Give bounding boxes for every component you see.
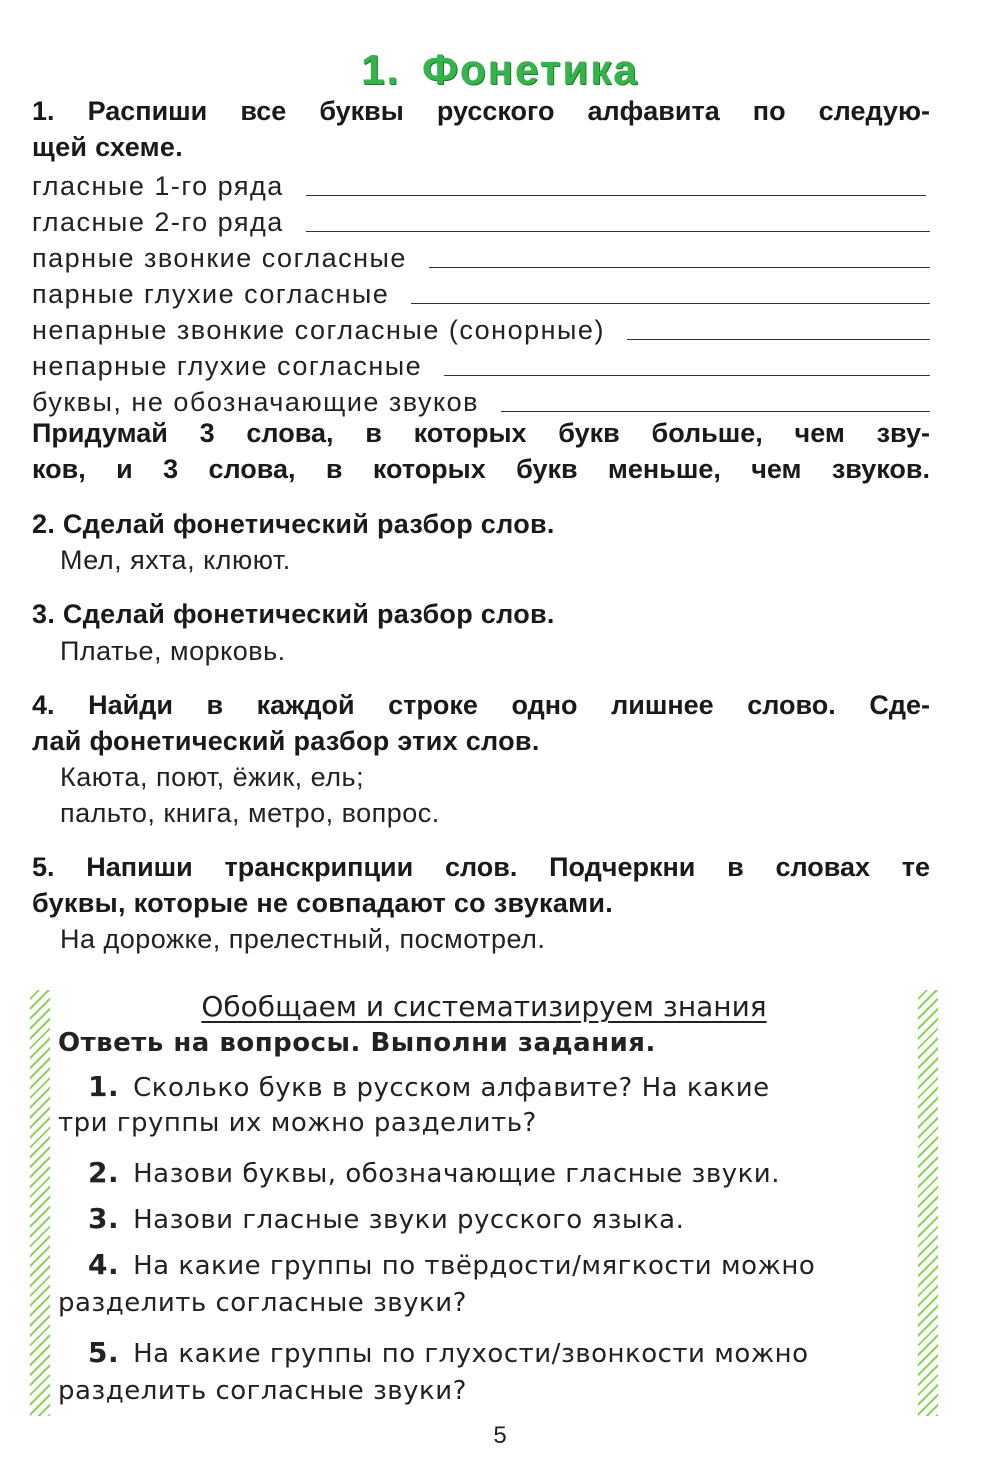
task1-heading-line2: щей схеме.: [32, 132, 184, 162]
hatch-border-right: [918, 990, 938, 1416]
page-number: 5: [493, 1422, 507, 1449]
question-5-line1: 5. На какие группы по глухости/звонкости можно: [88, 1336, 809, 1369]
scheme-label: гласные 1-го ряда: [32, 171, 284, 201]
answer-line[interactable]: [429, 267, 930, 268]
question-4-line2: разделить согласные звуки?: [58, 1288, 467, 1318]
summary-title: Обобщаем и систематизируем знания: [201, 990, 767, 1023]
scheme-row: [32, 346, 930, 382]
task1-extra-line2: ков, и 3 слова, в которых букв меньше, чем звуков.: [32, 454, 930, 484]
section-title: [0, 46, 1000, 94]
task5-words: На дорожке, прелестный, посмотрел.: [60, 924, 546, 954]
scheme-label: парные глухие согласные: [32, 279, 390, 309]
task1-heading-line1: 1. Распиши все буквы русского алфавита по следую-: [32, 96, 930, 126]
task5-heading-line2: буквы, которые не совпадают со звуками.: [32, 888, 614, 918]
hatch-border-left: [30, 990, 50, 1416]
question-1-line1: 1. Сколько букв в русском алфавите? На какие: [88, 1070, 770, 1103]
scheme-label: гласные 2-го ряда: [32, 207, 284, 237]
answer-line[interactable]: [627, 339, 930, 340]
question-2: 2. Назови буквы, обозначающие гласные звуки.: [88, 1156, 780, 1189]
answer-line[interactable]: [306, 231, 930, 232]
scheme-label: непарные глухие согласные: [32, 351, 423, 381]
answer-line[interactable]: [501, 411, 930, 412]
scheme-label: буквы, не обозначающие звуков: [32, 387, 480, 417]
task4-heading-line2: лай фонетический разбор этих слов.: [32, 726, 540, 756]
summary-intro: Ответь на вопросы. Выполни задания.: [58, 1028, 656, 1058]
scheme-row: [32, 310, 930, 346]
scheme-row: [32, 238, 930, 274]
scheme-label: парные звонкие согласные: [32, 243, 407, 273]
task4-words-line1: Каюта, поют, ёжик, ель;: [60, 762, 365, 792]
answer-line[interactable]: [411, 303, 930, 304]
task4-heading-line1: 4. Найди в каждой строке одно лишнее слово. Сде-: [32, 690, 930, 720]
scheme-row: [32, 382, 930, 418]
summary-box: [30, 990, 938, 1416]
task2-words: Мел, яхта, клюют.: [60, 545, 291, 575]
task4-words-line2: пальто, книга, метро, вопрос.: [60, 798, 440, 828]
scheme-row: [32, 202, 930, 238]
question-4-line1: 4. На какие группы по твёрдости/мягкости можно: [88, 1248, 816, 1281]
scheme-label: непарные звонкие согласные (сонорные): [32, 315, 605, 345]
scheme-row: [32, 274, 930, 310]
answer-line[interactable]: [444, 375, 930, 376]
scheme-row: [32, 166, 926, 202]
task1-extra-line1: Придумай 3 слова, в которых букв больше, чем зву-: [32, 418, 930, 448]
section-number: 1.: [361, 46, 401, 93]
question-1-line2: три группы их можно разделить?: [58, 1108, 537, 1138]
answer-line[interactable]: [306, 195, 926, 196]
question-5-line2: разделить согласные звуки?: [58, 1376, 467, 1406]
task3-heading: 3. Сделай фонетический разбор слов.: [32, 599, 555, 629]
task5-heading-line1: 5. Напиши транскрипции слов. Подчеркни в словах те: [32, 852, 930, 882]
section-name: Фонетика: [422, 46, 639, 93]
question-3: 3. Назови гласные звуки русского языка.: [88, 1202, 685, 1235]
task3-words: Платье, морковь.: [60, 636, 286, 666]
task2-heading: 2. Сделай фонетический разбор слов.: [32, 509, 555, 539]
